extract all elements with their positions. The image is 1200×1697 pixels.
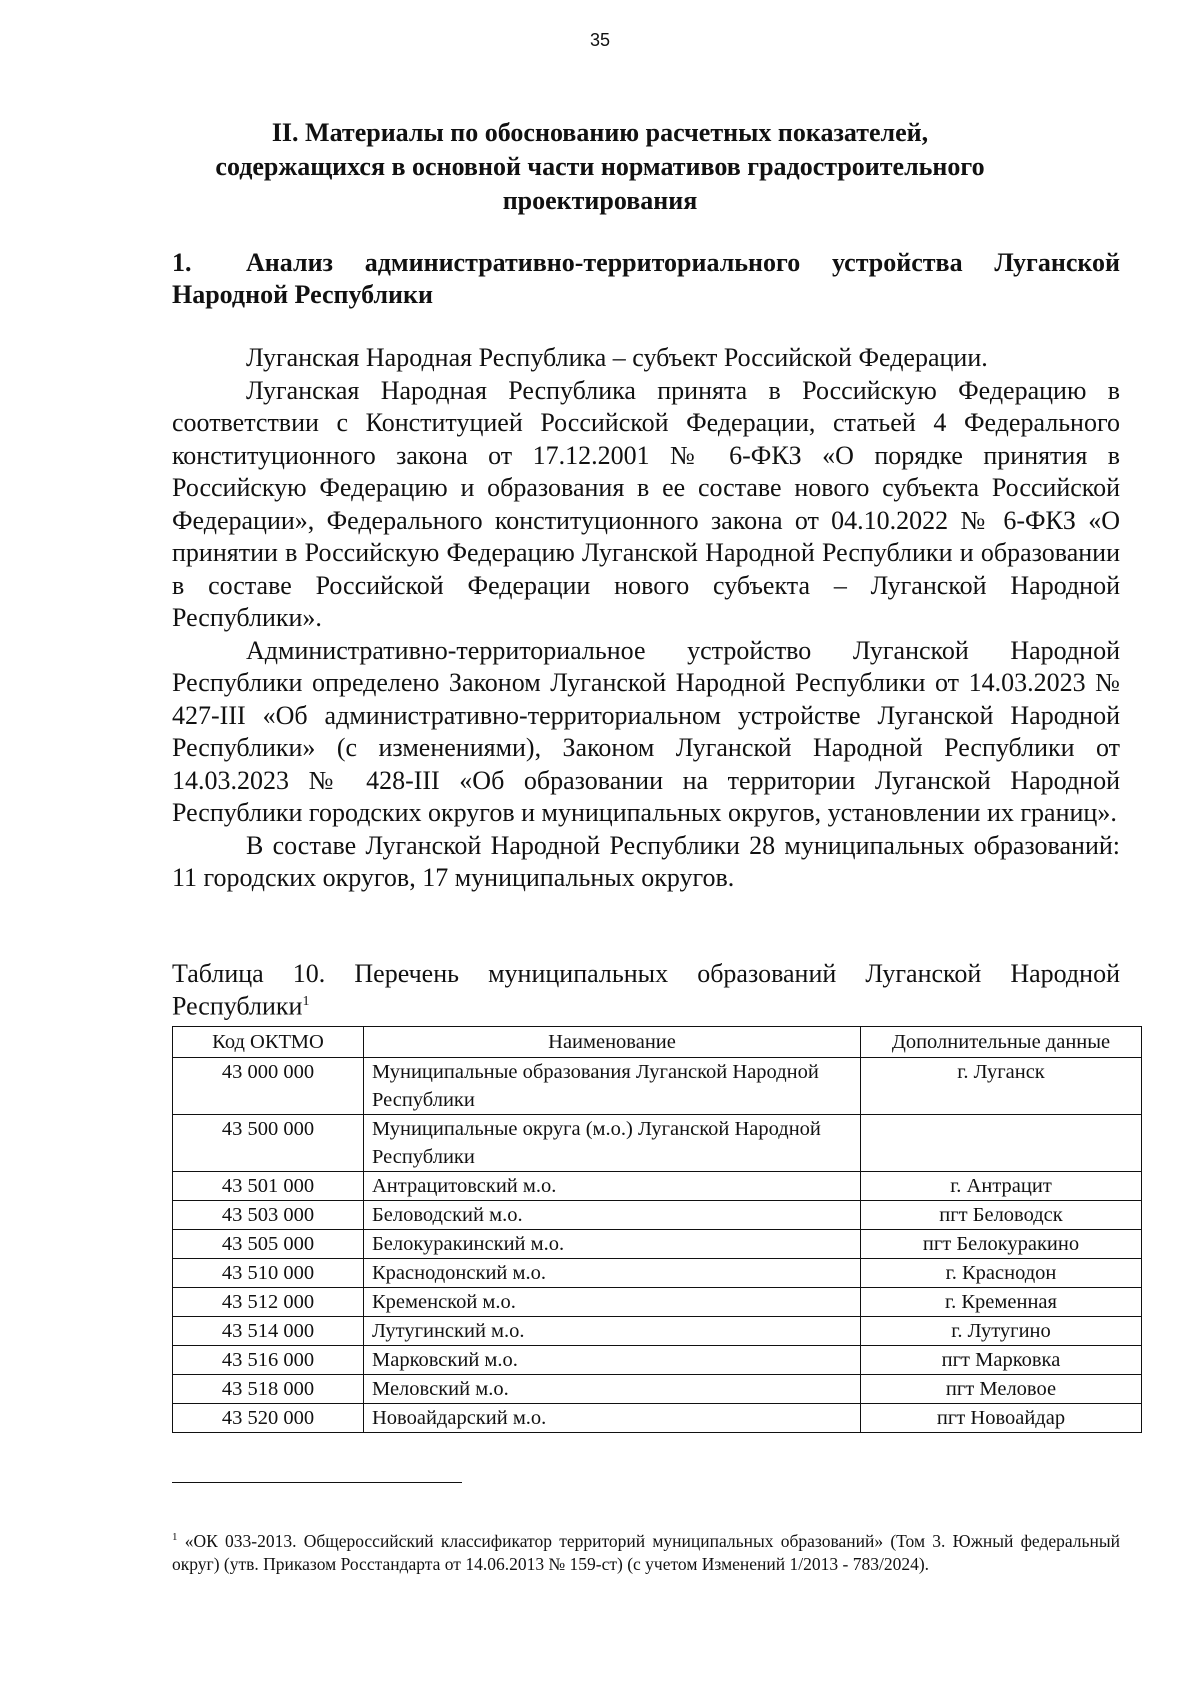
chapter-title: Анализ административно-территориального устройства Луганской Народной Республики <box>172 248 1120 309</box>
footnote <box>172 1526 1120 1576</box>
table-row <box>173 1115 1142 1172</box>
table-row <box>173 1230 1142 1259</box>
cell-name: Лутугинский м.о. <box>364 1317 861 1346</box>
cell-extra: пгт Марковка <box>861 1346 1142 1375</box>
cell-extra: пгт Меловое <box>861 1375 1142 1404</box>
cell-name: Краснодонский м.о. <box>364 1259 861 1288</box>
table-row <box>173 1058 1142 1115</box>
paragraph: Луганская Народная Республика – субъект Российской Федерации. <box>246 343 988 372</box>
table-row <box>173 1317 1142 1346</box>
cell-name: Муниципальные округа (м.о.) Луганской Народной Республики <box>364 1115 861 1172</box>
chapter-heading <box>172 247 1120 311</box>
cell-name: Меловский м.о. <box>364 1375 861 1404</box>
cell-code: 43 000 000 <box>173 1058 364 1115</box>
section-title: II. Материалы по обоснованию расчетных показателей, содержащихся в основной части нормативов градостроительного проектирования <box>215 118 985 215</box>
table-row <box>173 1259 1142 1288</box>
footnote-reference: 1 <box>302 994 310 1009</box>
cell-extra: пгт Беловодск <box>861 1201 1142 1230</box>
municipalities-table <box>172 1026 1142 1433</box>
footnote-divider <box>172 1482 462 1483</box>
cell-extra <box>861 1115 1142 1172</box>
cell-code: 43 520 000 <box>173 1404 364 1433</box>
paragraph: Административно-территориальное устройство Луганской Народной Республики определено Законом Луганской Народной Республики от 14.03.2023 № 427-III «Об административно-территориальном устройстве Луганской Народной Республики» (с изменениями), Законом Луганской Народной Республики от 14.03.2023 № 428-III «Об образовании на территории Луганской Народной Республики городских округов и муниципальных округов, установлении их границ». <box>172 635 1120 827</box>
cell-extra: г. Краснодон <box>861 1259 1142 1288</box>
header-name: Наименование <box>364 1027 861 1058</box>
cell-code: 43 510 000 <box>173 1259 364 1288</box>
table-row <box>173 1288 1142 1317</box>
table-row <box>173 1346 1142 1375</box>
cell-code: 43 505 000 <box>173 1230 364 1259</box>
paragraph: Луганская Народная Республика принята в Российскую Федерацию в соответствии с Конституцией Российской Федерации, статьей 4 Федерального конституционного закона от 17.12.2001 № 6-ФКЗ «О порядке принятия в Российскую Федерацию и образования в ее составе нового субъекта Российской Федерации», Федерального конституционного закона от 04.10.2022 № 6-ФКЗ «О принятии в Российскую Федерацию Луганской Народной Республики и образовании в составе Российской Федерации нового субъекта – Луганской Народной Республики». <box>172 375 1120 632</box>
cell-extra: г. Лутугино <box>861 1317 1142 1346</box>
footnote-mark: 1 <box>172 1531 178 1543</box>
cell-name: Кременской м.о. <box>364 1288 861 1317</box>
header-code: Код ОКТМО <box>173 1027 364 1058</box>
table-caption <box>172 960 1120 1021</box>
header-extra: Дополнительные данные <box>861 1027 1142 1058</box>
cell-code: 43 512 000 <box>173 1288 364 1317</box>
footnote-text: «ОК 033-2013. Общероссийский классификатор территорий муниципальных образований» (Том 3. Южный федеральный округ) (утв. Приказом Росстандарта от 14.06.2013 № 159-ст) (с учетом Изменений 1/2013 - 783/2024). <box>172 1530 1121 1574</box>
cell-extra: пгт Белокуракино <box>861 1230 1142 1259</box>
cell-extra: г. Кременная <box>861 1288 1142 1317</box>
cell-code: 43 500 000 <box>173 1115 364 1172</box>
cell-name: Новоайдарский м.о. <box>364 1404 861 1433</box>
table-row <box>173 1404 1142 1433</box>
cell-extra: пгт Новоайдар <box>861 1404 1142 1433</box>
table-row <box>173 1172 1142 1201</box>
table-header-row <box>173 1027 1142 1058</box>
cell-name: Белокуракинский м.о. <box>364 1230 861 1259</box>
body-text <box>172 342 1120 895</box>
cell-code: 43 516 000 <box>173 1346 364 1375</box>
page-number: 35 <box>589 30 611 50</box>
cell-name: Марковский м.о. <box>364 1346 861 1375</box>
chapter-number: 1. <box>172 248 192 277</box>
paragraph: В составе Луганской Народной Республики 28 муниципальных образований: 11 городских округов, 17 муниципальных округов. <box>172 830 1120 892</box>
table-row <box>173 1201 1142 1230</box>
table-body <box>173 1058 1142 1433</box>
cell-code: 43 503 000 <box>173 1201 364 1230</box>
cell-code: 43 518 000 <box>173 1375 364 1404</box>
cell-name: Беловодский м.о. <box>364 1201 861 1230</box>
cell-code: 43 501 000 <box>173 1172 364 1201</box>
cell-code: 43 514 000 <box>173 1317 364 1346</box>
table-row <box>173 1375 1142 1404</box>
cell-extra: г. Антрацит <box>861 1172 1142 1201</box>
table-caption-text: Таблица 10. Перечень муниципальных образований Луганской Народной Республики <box>172 959 1120 1021</box>
cell-name: Антрацитовский м.о. <box>364 1172 861 1201</box>
cell-extra: г. Луганск <box>861 1058 1142 1115</box>
cell-name: Муниципальные образования Луганской Народной Республики <box>364 1058 861 1115</box>
